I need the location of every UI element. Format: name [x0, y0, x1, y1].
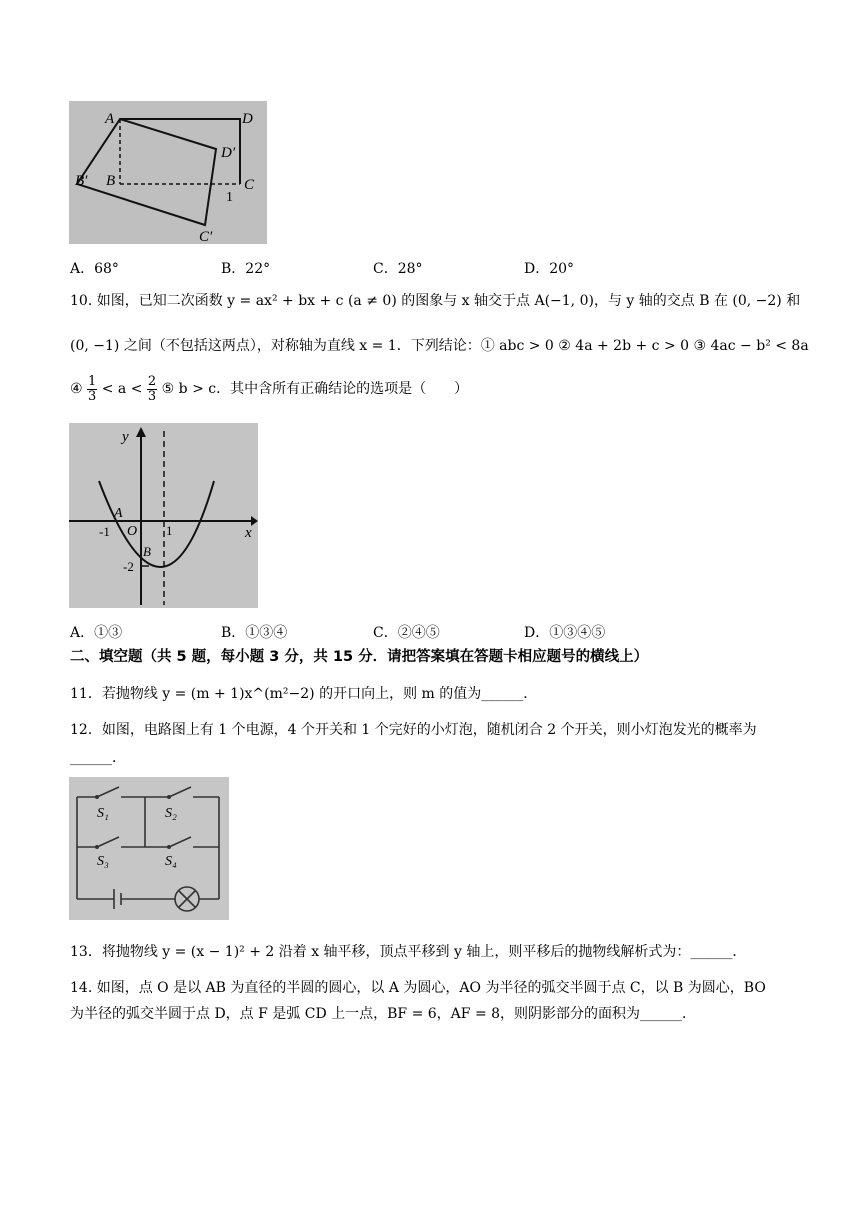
q12-circuit-drawing [69, 777, 229, 920]
section-2-heading: 二、填空题（共 5 题，每小题 3 分，共 15 分．请把答案填在答题卡相应题号的横线上） [70, 649, 649, 665]
q10-line-3 [70, 374, 468, 404]
q9-label-a: A [105, 111, 115, 127]
q10-fraction-2-den: 3 [147, 388, 157, 404]
q10-label-b: B [143, 544, 151, 559]
q9-option-b: B．22° [221, 261, 271, 277]
q10-line-3-suffix: ⑤ b > c．其中含所有正确结论的选项是（ ） [161, 381, 469, 397]
q9-option-d: D．20° [524, 261, 575, 277]
q10-graph [69, 423, 258, 608]
q9-label-d-prime: D′ [221, 145, 236, 161]
q9-label-b: B [106, 173, 116, 189]
q10-line-3-prefix: ④ [70, 381, 83, 397]
q10-option-c: C．②④⑤ [373, 625, 440, 641]
q10-line-2: (0, −1) 之间（不包括这两点），对称轴为直线 x = 1．下列结论：① abc > 0 ② 4a + 2b + c > 0 ③ 4ac − b² < 8a [70, 338, 809, 354]
q12-line-2: ______． [70, 750, 126, 766]
q14-line-2: 为半径的弧交半圆于点 D，点 F 是弧 CD 上一点，BF = 6，AF = 8，则阴影部分的面积为______． [70, 1006, 697, 1022]
q9-option-c: C．28° [373, 261, 423, 277]
q10-label-o: O [127, 524, 138, 539]
q12-label-s4: S₄ [165, 854, 177, 869]
q9-label-c: C [244, 177, 255, 193]
q9-label-d: D [242, 111, 253, 127]
q10-line-1: 10. 如图，已知二次函数 y = ax² + bx + c (a ≠ 0) 的图象与 x 轴交于点 A(−1, 0)，与 y 轴的交点 B 在 (0, −2) 和 [70, 293, 801, 309]
q12-circuit-figure [69, 777, 229, 920]
q10-label-neg1: -1 [99, 524, 110, 539]
q10-fraction-1-den: 3 [88, 388, 97, 404]
q10-label-1: 1 [166, 523, 173, 538]
q10-label-y: y [122, 429, 129, 445]
q14-line-1: 14. 如图，点 O 是以 AB 为直径的半圆的圆心，以 A 为圆心，AO 为半径的弧交半圆于点 C，以 B 为圆心，BO [70, 980, 766, 996]
q9-label-b-prime: B′ [75, 173, 88, 189]
q13-text: 13．将抛物线 y = (x − 1)² + 2 沿着 x 轴平移，顶点平移到 y 轴上，则平移后的抛物线解析式为：______． [70, 944, 747, 960]
q12-label-s3: S₃ [97, 854, 109, 869]
q10-fraction-1 [87, 375, 97, 404]
q10-option-b: B．①③④ [221, 625, 288, 641]
q10-label-x: x [245, 525, 252, 541]
q9-label-c-prime: C′ [199, 229, 213, 244]
q10-fraction-2 [147, 375, 157, 404]
q12-line-1: 12．如图，电路图上有 1 个电源，4 个开关和 1 个完好的小灯泡，随机闭合 2 个开关，则小灯泡发光的概率为 [70, 722, 757, 738]
q10-fraction-2-num: 2 [147, 373, 157, 389]
q10-figure [69, 423, 258, 608]
q10-fraction-1-num: 1 [88, 373, 97, 389]
q10-option-a: A．①③ [70, 625, 123, 641]
q10-option-d: D．①③④⑤ [524, 625, 606, 641]
q12-label-s2: S₂ [165, 806, 177, 821]
q10-label-neg2: -2 [123, 559, 134, 574]
q10-line-3-mid: < a < [101, 381, 147, 397]
q12-label-s1: S₁ [97, 806, 109, 821]
q9-figure-drawing [69, 101, 267, 244]
q9-label-angle-1: 1 [226, 190, 233, 205]
q9-figure [69, 101, 267, 244]
q9-option-a: A．68° [70, 261, 119, 277]
q10-label-a: A [114, 506, 123, 521]
q11-text: 11．若抛物线 y = (m + 1)x^(m²−2) 的开口向上，则 m 的值为______． [70, 686, 538, 702]
